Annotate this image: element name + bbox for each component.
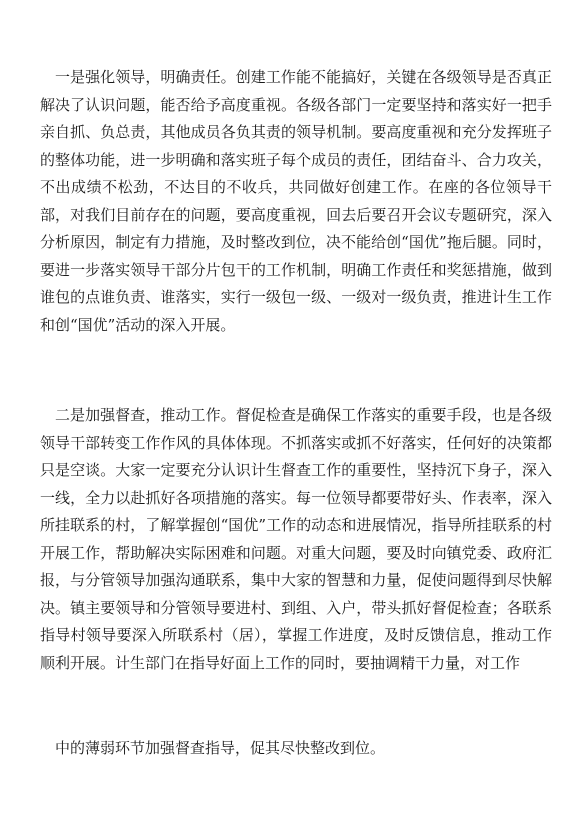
- paragraph-strengthen-supervision: 二是加强督查，推动工作。督促检查是确保工作落实的重要手段，也是各级领导干部转变工作作风的具体体现。不抓落实或抓不好落实，任何好的决策都只是空谈。大家一定要充分认识计生督查工作的重要性，坚持沉下身子，深入一线，全力以赴抓好各项措施的落实。每一位领导都要带好头、作表率，深入所挂联系的村，了解掌握创“国优”工作的动态和进展情况，指导所挂联系的村开展工作，帮助解决实际困难和问题。对重大问题，要及时向镇党委、政府汇报，与分管领导加强沟通联系，集中大家的智慧和力量，促使问题得到尽快解决。镇主要领导和分管领导要进村、到组、入户，带头抓好督促检查；各联系指导村领导要深入所联系村（居），掌握工作进度，及时反馈信息，推动工作顺利开展。计生部门在指导好面上工作的同时，要抽调精干力量，对工作: [40, 406, 552, 672]
- paragraph-continuation: 中的薄弱环节加强督查指导，促其尽快整改到位。: [55, 739, 386, 757]
- paragraph-strengthen-leadership: 一是强化领导，明确责任。创建工作能不能搞好，关键在各级领导是否真正解决了认识问题，能否给予高度重视。各级各部门一定要坚持和落实好一把手亲自抓、负总责，其他成员各负其责的领导机制。要高度重视和充分发挥班子的整体功能，进一步明确和落实班子每个成员的责任，团结奋斗、合力攻关，不出成绩不松劲，不达目的不收兵，共同做好创建工作。在座的各位领导干部，对我们目前存在的问题，要高度重视，回去后要召开会议专题研究，深入分析原因，制定有力措施，及时整改到位，决不能给创“国优”拖后腿。同时，要进一步落实领导干部分片包干的工作机制，明确工作责任和奖惩措施，做到谁包的点谁负责、谁落实，实行一级包一级、一级对一级负责，推进计生工作和创“国优”活动的深入开展。: [40, 68, 552, 334]
